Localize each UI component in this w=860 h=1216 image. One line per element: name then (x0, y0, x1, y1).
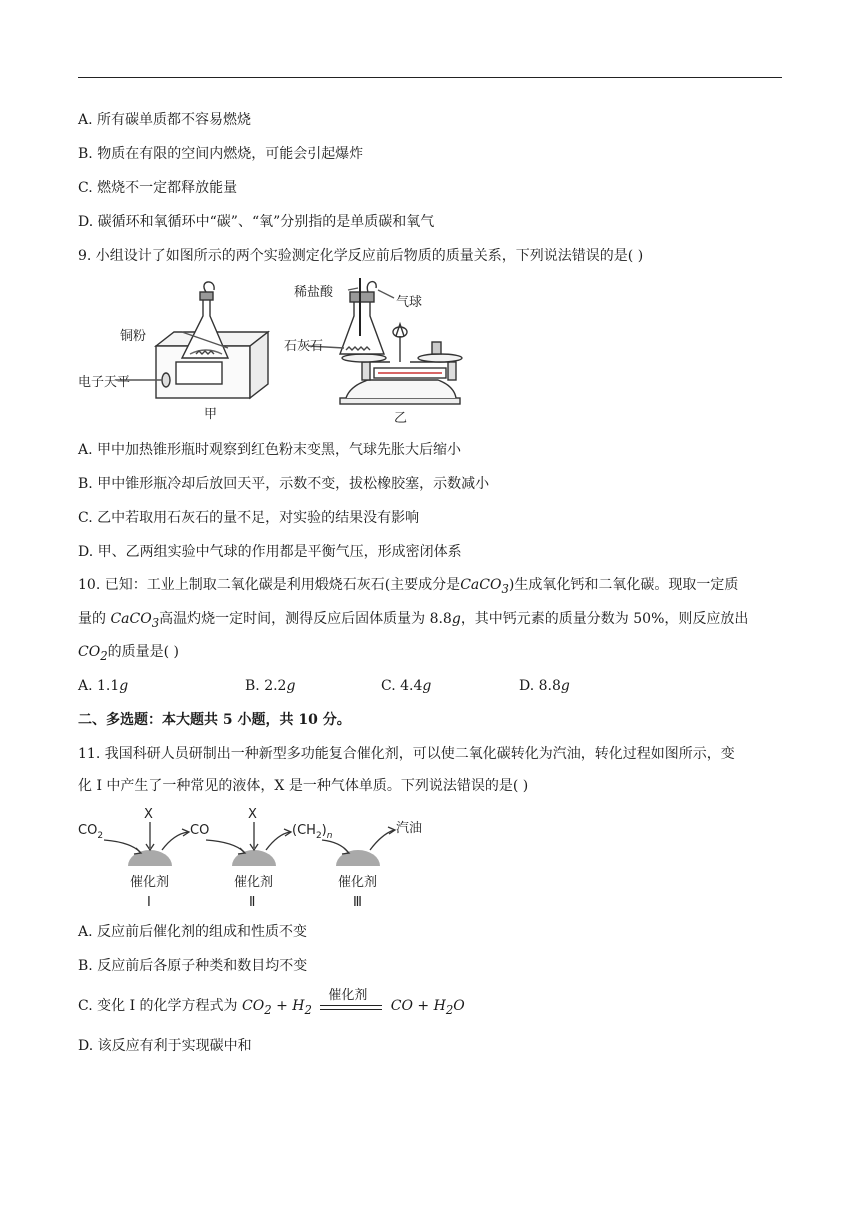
label-catalyst-1: 催化剂 (130, 875, 170, 890)
q11-option-c: C. 变化 I 的化学方程式为 $CO_2 + H_2$ 催化剂 CO + $H_2O$ (78, 988, 465, 1017)
label-x1: X (144, 807, 153, 822)
q10-line-1: 10. 已知：工业上制取二氧化碳是利用煅烧石灰石(主要成分是CaCO$_3$)生成氧化钙和二氧化碳。现取一定质 (78, 577, 739, 596)
label-limestone: 石灰石 (284, 339, 324, 354)
label-electronic-balance: 电子天平 (78, 375, 131, 390)
label-x2: X (248, 807, 257, 822)
q11-figure (78, 804, 438, 914)
equation-left: $CO_2 + H_2$ (242, 998, 312, 1017)
percent-value: 50% (633, 611, 665, 627)
q10-line-2: 量的 CaCO$_3$高温灼烧一定时间，测得反应后固体质量为 8.8g，其中钙元素的质量分数为 50%，则反应放出 (78, 611, 749, 630)
label-gasoline: 汽油 (396, 821, 423, 836)
q9-option-d: D. 甲、乙两组实验中气球的作用都是平衡气压，形成密闭体系 (78, 544, 462, 560)
reaction-arrows (104, 822, 395, 854)
q9-stem: 9. 小组设计了如图所示的两个实验测定化学反应前后物质的质量关系，下列说法错误的是( ) (78, 248, 644, 264)
q10-option-c: C. 4.4g (381, 678, 432, 694)
label-stage-2: Ⅱ (249, 895, 256, 910)
q9-option-b: B. 甲中锥形瓶冷却后放回天平，示数不变，拔松橡胶塞，示数减小 (78, 476, 490, 492)
equation-right: CO + $H_2O$ (390, 998, 465, 1017)
q10-line-3: $CO_2$的质量是( ) (78, 644, 179, 663)
label-dilute-hcl: 稀盐酸 (294, 285, 334, 300)
q10-option-d: D. 8.8g (519, 678, 570, 694)
reaction-condition: 催化剂 (320, 994, 382, 1018)
q8-option-d: D. 碳循环和氧循环中“碳”、“氧”分别指的是单质碳和氧气 (78, 214, 435, 230)
q11-stem-line-1: 11. 我国科研人员研制出一种新型多功能复合催化剂，可以使二氧化碳转化为汽油，转化过程如图所示，变 (78, 746, 735, 762)
catalyst-dome-1 (128, 850, 172, 866)
q9-option-c: C. 乙中若取用石灰石的量不足，对实验的结果没有影响 (78, 510, 420, 526)
q11-option-d: D. 该反应有利于实现碳中和 (78, 1038, 252, 1054)
label-copper-powder: 铜粉 (120, 329, 147, 344)
header-rule (78, 77, 782, 78)
label-ch2n: $(CH_2)_n$ (292, 823, 333, 841)
q10-option-a: A. 1.1g (78, 678, 129, 694)
label-co2: $CO_2$ (78, 823, 104, 841)
q8-option-a: A. 所有碳单质都不容易燃烧 (78, 112, 252, 128)
q8-option-b: B. 物质在有限的空间内燃烧，可能会引起爆炸 (78, 146, 364, 162)
catalyst-domes (128, 850, 380, 866)
catalyst-dome-3 (336, 850, 380, 866)
formula-caco3: CaCO$_3$ (460, 577, 509, 596)
q10-option-b: B. 2.2g (245, 678, 296, 694)
section-heading-multiple-choice: 二、多选题：本大题共 5 小题，共 10 分。 (78, 712, 351, 728)
label-balloon: 气球 (396, 295, 423, 310)
q11-option-a: A. 反应前后催化剂的组成和性质不变 (78, 924, 308, 940)
q8-option-c: C. 燃烧不一定都释放能量 (78, 180, 238, 196)
label-jia: 甲 (204, 407, 218, 422)
label-catalyst-3: 催化剂 (338, 875, 378, 890)
mass-value: 8.8g (429, 611, 461, 627)
q11-option-b: B. 反应前后各原子种类和数目均不变 (78, 958, 308, 974)
catalyst-dome-2 (232, 850, 276, 866)
label-co: CO (190, 823, 210, 838)
label-catalyst-2: 催化剂 (234, 875, 274, 890)
q11-stem-line-2: 化 I 中产生了一种常见的液体，X 是一种气体单质。下列说法错误的是( ) (78, 778, 529, 794)
label-yi: 乙 (394, 411, 408, 426)
label-stage-1: I (147, 895, 151, 910)
q9-figure (78, 276, 478, 428)
equals-double-line (320, 1005, 382, 1010)
label-stage-3: Ⅲ (353, 895, 362, 910)
formula-caco3: CaCO$_3$ (110, 611, 160, 630)
q9-option-a: A. 甲中加热锥形瓶时观察到红色粉末变黑，气球先胀大后缩小 (78, 442, 462, 458)
formula-co2: $CO_2$ (78, 644, 108, 663)
